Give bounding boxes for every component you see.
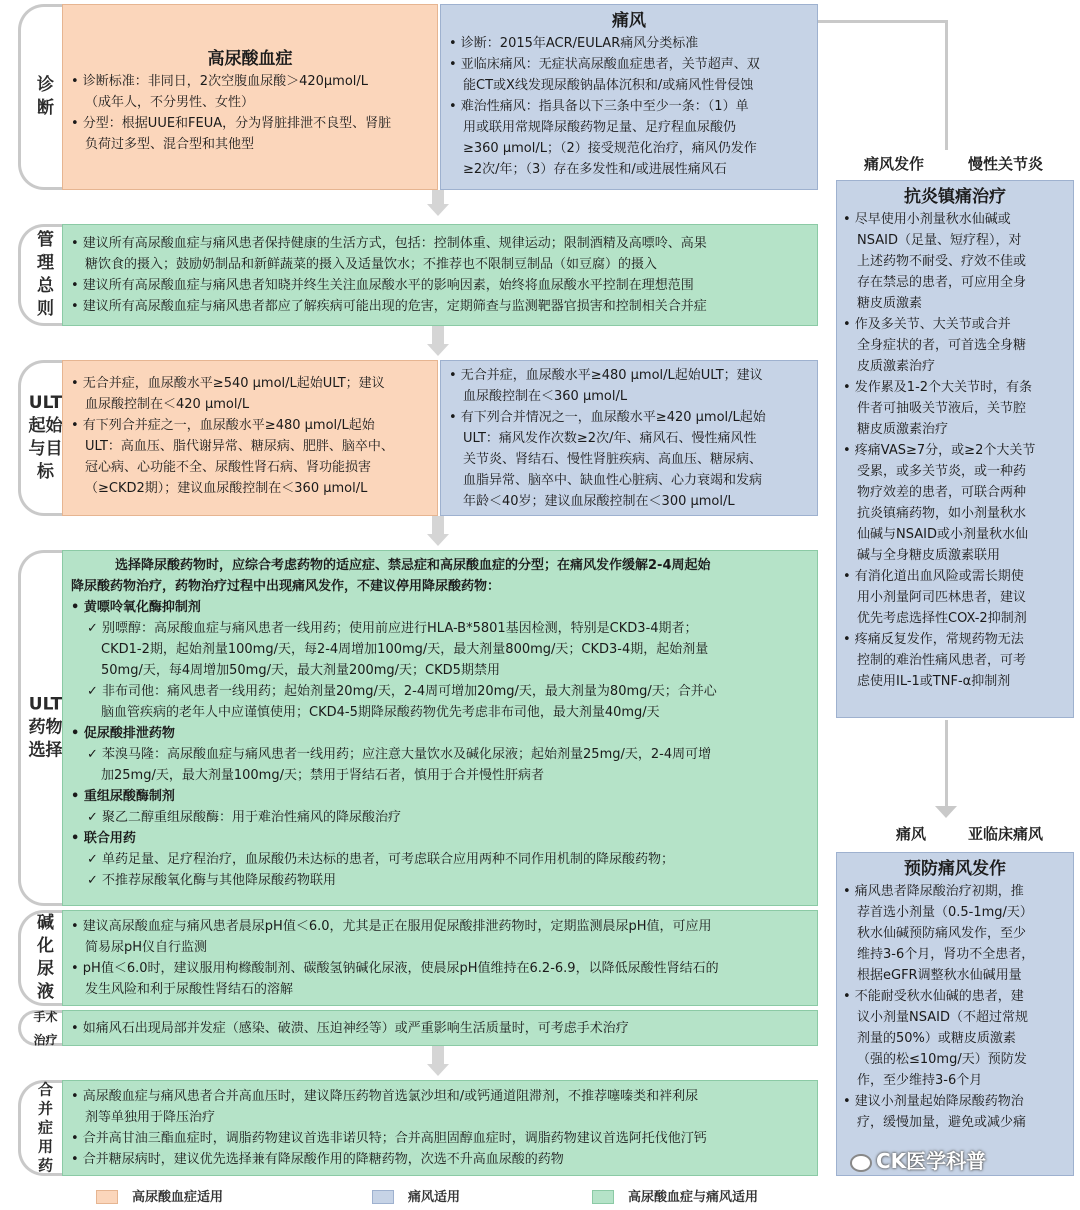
prev-line-10: 作，至少维持3-6个月 bbox=[857, 1073, 983, 1088]
side-label-surgery: 手术治疗 bbox=[33, 1010, 58, 1047]
comorbid-line-1: • 高尿酸血症与痛风患者合并高血压时，建议降压药物首选氯沙坦和/或钙通道阻滞剂，不推荐噻嗪类和袢利尿 bbox=[71, 1089, 699, 1104]
ult-start-gout-box bbox=[440, 360, 818, 516]
comorbid-line-3: • 合并糖尿病时，建议优先选择兼有降尿酸作用的降糖药物，次选不升高血尿酸的药物 bbox=[71, 1152, 564, 1167]
anti-line-22: 控制的难治性痛风患者，可考 bbox=[857, 653, 1027, 668]
header-chronic-arthritis: 慢性关节炎 bbox=[968, 155, 1044, 173]
anti-line-17: 碱与全身糖皮质激素联用 bbox=[857, 548, 1001, 563]
anti-line-20: 优先考虑选择性COX-2抑制剂 bbox=[857, 611, 1027, 626]
anti-line-9: • 发作累及1-2个大关节时，有条 bbox=[843, 380, 1033, 395]
combo-line-1: ✓ 单药足量、足疗程治疗，血尿酸仍未达标的患者，可考虑联合应用两种不同作用机制的降尿酸药物； bbox=[87, 852, 675, 867]
hyperuricemia-diagnosis-box bbox=[62, 4, 438, 190]
prev-line-5: 根据eGFR调整秋水仙碱用量 bbox=[857, 968, 1022, 983]
anti-inflammatory-title: 抗炎镇痛治疗 bbox=[904, 187, 1006, 207]
anti-line-11: 糖皮质激素治疗 bbox=[857, 422, 949, 437]
subclinical-gout-cont: 能CT或X线发现尿酸钠晶体沉积和/或痛风性骨侵蚀 bbox=[463, 78, 754, 93]
arrow-stem-2 bbox=[432, 326, 444, 344]
xo-inhibitor-title: • 黄嘌呤氧化酶抑制剂 bbox=[71, 600, 201, 615]
anti-line-3: 上述药物不耐受、疗效不佳或 bbox=[857, 254, 1027, 269]
ult-hu-line-6: （≥CKD2期）；建议血尿酸控制在＜360 μmol/L bbox=[85, 481, 368, 496]
anti-line-1: • 尽早使用小剂量秋水仙碱或 bbox=[843, 212, 1011, 227]
side-label-diagnosis: 诊断 bbox=[37, 75, 54, 118]
arrow-down-4 bbox=[427, 1064, 449, 1076]
prev-line-12: 疗，缓慢加量，避免或减少痛 bbox=[857, 1115, 1027, 1130]
hyperuricemia-title: 高尿酸血症 bbox=[207, 49, 293, 69]
connector-top-vertical bbox=[945, 20, 948, 150]
ult-hu-line-4: ULT：高血压、脂代谢异常、糖尿病、肥胖、脑卒中、 bbox=[85, 439, 394, 454]
connector-top bbox=[818, 20, 948, 23]
anti-line-4: 存在禁忌的患者，可应用全身 bbox=[857, 275, 1027, 290]
gout-diagnosis-line: • 诊断：2015年ACR/EULAR痛风分类标准 bbox=[449, 36, 699, 51]
febuxostat-line-1: ✓ 非布司他：痛风患者一线用药；起始剂量20mg/天，2-4周可增加20mg/天，最大剂量为80mg/天；合并心 bbox=[87, 684, 717, 699]
allopurinol-line-1: ✓ 别嘌醇：高尿酸血症与痛风患者一线用药；使用前应进行HLA-B*5801基因检测，特别是CKD3-4期者； bbox=[87, 621, 698, 636]
gout-diagnosis-box bbox=[440, 4, 818, 190]
prev-line-4: 维持3-6个月，肾功不全患者， bbox=[857, 947, 1035, 962]
ult-gout-line-1: • 无合并症，血尿酸水平≥480 μmol/L起始ULT；建议 bbox=[449, 368, 763, 383]
side-label-alkali: 碱化尿液 bbox=[37, 913, 54, 1002]
combo-title: • 联合用药 bbox=[71, 831, 136, 846]
ult-gout-line-7: 年龄＜40岁；建议血尿酸控制在＜300 μmol/L bbox=[463, 494, 735, 509]
legend-swatch-hyperuricemia bbox=[96, 1190, 118, 1204]
benzbromarone-line-2: 加25mg/天，最大剂量100mg/天；禁用于肾结石者，慎用于合并慢性肝病者 bbox=[101, 768, 544, 783]
hyperuricemia-criteria-note: （成年人，不分男性、女性） bbox=[85, 95, 255, 110]
anti-line-16: 仙碱与NSAID或小剂量秋水仙 bbox=[857, 527, 1028, 542]
legend-swatch-both bbox=[592, 1190, 614, 1204]
ult-hu-line-1: • 无合并症，血尿酸水平≥540 μmol/L起始ULT；建议 bbox=[71, 376, 385, 391]
ult-hu-line-5: 冠心病、心功能不全、尿酸性肾石病、肾功能损害 bbox=[85, 460, 372, 475]
arrow-stem-1 bbox=[432, 190, 444, 204]
connector-mid-arrow bbox=[935, 806, 957, 818]
comorbid-box bbox=[62, 1080, 818, 1176]
prev-line-7: 议小剂量NSAID（不超过常规 bbox=[857, 1010, 1028, 1025]
comorbid-line-2: • 合并高甘油三酯血症时，调脂药物建议首选非诺贝特；合并高胆固醇血症时，调脂药物建议首选阿托伐他汀钙 bbox=[71, 1131, 707, 1146]
header-gout-flare: 痛风发作 bbox=[864, 155, 925, 173]
uricosuric-title: • 促尿酸排泄药物 bbox=[71, 726, 175, 741]
header-subclinical-gout: 亚临床痛风 bbox=[968, 825, 1044, 843]
management-box bbox=[62, 224, 818, 326]
anti-line-2: NSAID（足量、短疗程），对 bbox=[857, 233, 1022, 248]
alkali-line-1: • 建议高尿酸血症与痛风患者晨尿pH值＜6.0，尤其是正在服用促尿酸排泄药物时，定期监测晨尿pH值，可应用 bbox=[71, 919, 712, 934]
ult-start-hyperuricemia-box bbox=[62, 360, 438, 516]
prev-line-8: 剂量的50%）或糖皮质激素 bbox=[857, 1031, 1016, 1046]
watermark-text: CK医学科普 bbox=[876, 1149, 987, 1173]
subclinical-gout-line: • 亚临床痛风：无症状高尿酸血症患者，关节超声、双 bbox=[449, 57, 760, 72]
ult-gout-line-3: • 有下列合并情况之一，血尿酸水平≥420 μmol/L起始 bbox=[449, 410, 766, 425]
refractory-gout-line: • 难治性痛风：指具备以下三条中至少一条：（1）单 bbox=[449, 99, 749, 114]
ult-gout-line-5: 关节炎、肾结石、慢性肾脏疾病、高血压、糖尿病、 bbox=[463, 452, 763, 467]
hyperuricemia-typing: • 分型：根据UUE和FEUA，分为肾脏排泄不良型、肾脏 bbox=[71, 116, 392, 131]
anti-line-23: 虑使用IL-1或TNF-α抑制剂 bbox=[857, 674, 1011, 689]
alkali-line-1-cont: 简易尿pH仪自行监测 bbox=[85, 940, 208, 955]
anti-line-15: 抗炎镇痛药物，如小剂量秋水 bbox=[857, 506, 1027, 521]
ult-drugs-intro-2: 降尿酸药物治疗，药物治疗过程中出现痛风发作，不建议停用降尿酸药物： bbox=[71, 579, 501, 594]
anti-line-8: 皮质激素治疗 bbox=[857, 359, 936, 374]
anti-line-7: 全身症状的者，可首选全身糖 bbox=[857, 338, 1027, 353]
alkali-line-2-cont: 发生风险和利于尿酸性肾结石的溶解 bbox=[85, 982, 294, 997]
refractory-gout-cont-1: 用或联用常规降尿酸药物足量、足疗程血尿酸仍 bbox=[463, 120, 737, 135]
legend-label-gout: 痛风适用 bbox=[408, 1190, 461, 1205]
combo-line-2: ✓ 不推荐尿酸氧化酶与其他降尿酸药物联用 bbox=[87, 873, 337, 888]
alkali-line-2: • pH值＜6.0时，建议服用枸橼酸制剂、碳酸氢钠碱化尿液，使晨尿pH值维持在6.2-6.9，以降低尿酸性肾结石的 bbox=[71, 961, 719, 976]
side-label-comorbid: 合并症用药 bbox=[37, 1080, 53, 1175]
arrow-down-2 bbox=[427, 344, 449, 356]
anti-line-14: 物疗效差的患者，可联合两种 bbox=[857, 485, 1027, 500]
anti-line-12: • 疼痛VAS≥7分，或≥2个大关节 bbox=[843, 443, 1036, 458]
hyperuricemia-typing-cont: 负荷过多型、混合型和其他型 bbox=[85, 137, 255, 152]
hyperuricemia-criteria: • 诊断标准：非同日，2次空腹血尿酸＞420μmol/L bbox=[71, 74, 369, 89]
allopurinol-line-2: CKD1-2期，起始剂量100mg/天，每2-4周增加100mg/天，最大剂量800mg/天；CKD3-4期，起始剂量 bbox=[101, 642, 709, 657]
management-line-2: • 建议所有高尿酸血症与痛风患者知晓并终生关注血尿酸水平的影响因素，始终将血尿酸水平控制在理想范围 bbox=[71, 278, 694, 293]
management-line-1-cont: 糖饮食的摄入；鼓励奶制品和新鲜蔬菜的摄入及适量饮水；不推荐也不限制豆制品（如豆腐）的摄入 bbox=[85, 257, 658, 272]
refractory-gout-cont-2: ≥360 μmol/L；（2）接受规范化治疗，痛风仍发作 bbox=[463, 141, 757, 156]
prevention-title: 预防痛风发作 bbox=[904, 859, 1006, 879]
prev-line-2: 荐首选小剂量（0.5-1mg/天） bbox=[857, 905, 1033, 920]
arrow-down-1 bbox=[427, 204, 449, 216]
prev-line-3: 秋水仙碱预防痛风发作，至少 bbox=[857, 926, 1027, 941]
surgery-box bbox=[62, 1010, 818, 1046]
side-label-ult-drugs: ULT药物选择 bbox=[28, 694, 63, 761]
prevention-box bbox=[836, 852, 1074, 1176]
legend-swatch-gout bbox=[372, 1190, 394, 1204]
arrow-stem-4 bbox=[432, 1046, 444, 1064]
refractory-gout-cont-3: ≥2次/年；（3）存在多发性和/或进展性痛风石 bbox=[463, 162, 727, 177]
prev-line-9: （强的松≤10mg/天）预防发 bbox=[857, 1052, 1027, 1067]
prev-line-11: • 建议小剂量起始降尿酸药物治 bbox=[843, 1094, 1024, 1109]
prev-line-1: • 痛风患者降尿酸治疗初期，推 bbox=[843, 884, 1024, 899]
management-line-3: • 建议所有高尿酸血症与痛风患者都应了解疾病可能出现的危害，定期筛查与监测靶器官损害和控制相关合并症 bbox=[71, 299, 707, 314]
ult-hu-line-2: 血尿酸控制在＜420 μmol/L bbox=[85, 397, 250, 412]
febuxostat-line-2: 脑血管疾病的老年人中应谨慎使用；CKD4-5期降尿酸药物优先考虑非布司他，最大剂量40mg/天 bbox=[101, 705, 660, 720]
arrow-down-3 bbox=[427, 534, 449, 546]
gout-title: 痛风 bbox=[612, 11, 646, 31]
arrow-stem-3 bbox=[432, 516, 444, 534]
anti-line-5: 糖皮质激素 bbox=[857, 296, 923, 311]
ult-gout-line-2: 血尿酸控制在＜360 μmol/L bbox=[463, 389, 628, 404]
anti-line-13: 受累，或多关节炎，或一种药 bbox=[857, 464, 1027, 479]
anti-line-21: • 疼痛反复发作，常规药物无法 bbox=[843, 632, 1024, 647]
benzbromarone-line-1: ✓ 苯溴马隆：高尿酸血症与痛风患者一线用药；应注意大量饮水及碱化尿液；起始剂量25mg/天，2-4周可增 bbox=[87, 747, 712, 762]
ult-drugs-box bbox=[62, 550, 818, 906]
header-gout: 痛风 bbox=[896, 825, 927, 843]
anti-line-10: 件者可抽吸关节液后，关节腔 bbox=[857, 401, 1027, 416]
side-label-ult-start: ULT起始与目标 bbox=[28, 393, 63, 482]
anti-line-19: 用小剂量阿司匹林患者，建议 bbox=[857, 590, 1027, 605]
legend-label-both: 高尿酸血症与痛风适用 bbox=[628, 1190, 759, 1205]
comorbid-line-1-cont: 剂等单独用于降压治疗 bbox=[85, 1110, 216, 1125]
side-label-management: 管理总则 bbox=[37, 230, 54, 319]
anti-line-18: • 有消化道出血风险或需长期使 bbox=[843, 569, 1024, 584]
anti-line-6: • 作及多关节、大关节或合并 bbox=[843, 317, 1011, 332]
allopurinol-line-3: 50mg/天，每4周增加50mg/天，最大剂量200mg/天；CKD5期禁用 bbox=[101, 663, 500, 678]
wechat-icon bbox=[850, 1154, 872, 1172]
watermark bbox=[850, 1148, 986, 1174]
ult-hu-line-3: • 有下列合并症之一，血尿酸水平≥480 μmol/L起始 bbox=[71, 418, 375, 433]
uricase-title: • 重组尿酸酶制剂 bbox=[71, 789, 175, 804]
surgery-line: • 如痛风石出现局部并发症（感染、破溃、压迫神经等）或严重影响生活质量时，可考虑手术治疗 bbox=[71, 1021, 629, 1036]
management-line-1: • 建议所有高尿酸血症与痛风患者保持健康的生活方式，包括：控制体重、规律运动；限制酒精及高嘌呤、高果 bbox=[71, 236, 707, 251]
legend-label-hyperuricemia: 高尿酸血症适用 bbox=[132, 1190, 224, 1205]
ult-gout-line-6: 血脂异常、脑卒中、缺血性心脏病、心力衰竭和发病 bbox=[463, 473, 763, 488]
alkali-box bbox=[62, 910, 818, 1006]
anti-inflammatory-box bbox=[836, 180, 1074, 718]
pegloticase-line: ✓ 聚乙二醇重组尿酸酶：用于难治性痛风的降尿酸治疗 bbox=[87, 810, 402, 825]
ult-drugs-intro-1: 选择降尿酸药物时，应综合考虑药物的适应症、禁忌症和高尿酸血症的分型；在痛风发作缓解2-4周起始 bbox=[115, 558, 711, 573]
ult-gout-line-4: ULT：痛风发作次数≥2次/年、痛风石、慢性痛风性 bbox=[463, 431, 757, 446]
prev-line-6: • 不能耐受秋水仙碱的患者，建 bbox=[843, 989, 1024, 1004]
connector-mid-vertical bbox=[945, 720, 948, 810]
